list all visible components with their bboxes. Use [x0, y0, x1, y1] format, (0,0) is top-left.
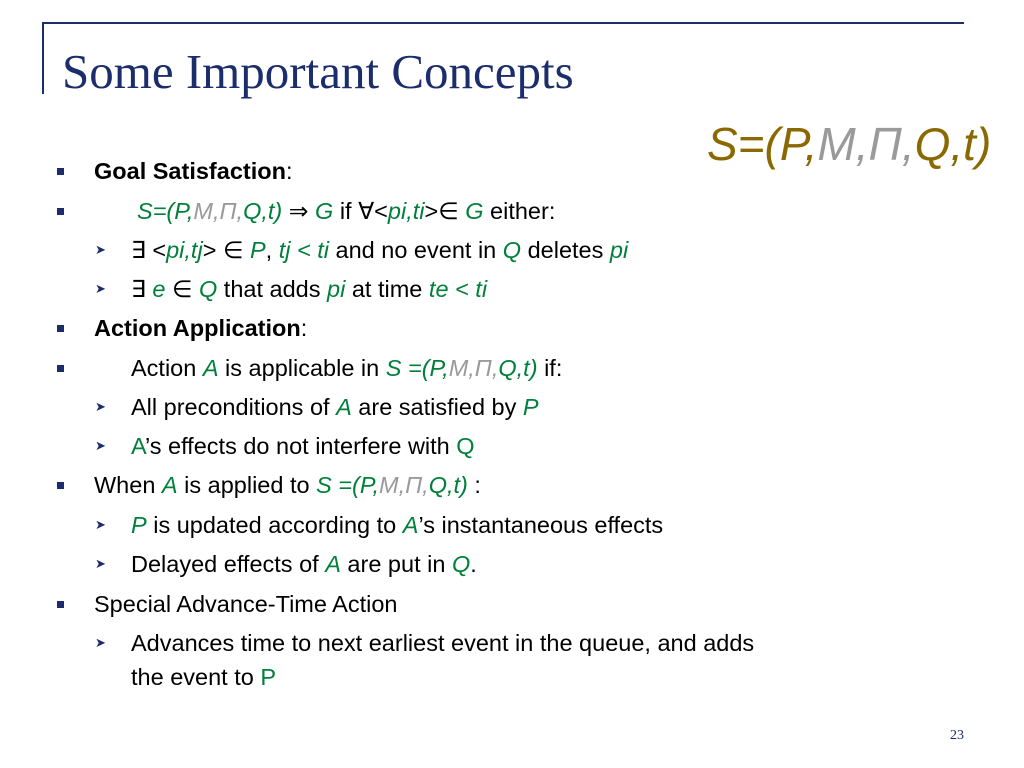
arrow-bullet-icon: ➤	[95, 635, 106, 650]
comma: ,	[265, 237, 279, 263]
math-eq: =(P,	[401, 355, 449, 381]
sub-bullet-advances-time	[0, 625, 1000, 661]
element-of-symbol: > ∈	[202, 237, 250, 263]
text-if: if	[333, 198, 359, 224]
bullet-action-application	[0, 310, 1000, 346]
math-q-t: Q,t)	[428, 472, 468, 498]
bullet-goal-satisfaction	[0, 153, 1000, 189]
math-a: A	[336, 394, 352, 420]
text-deletes: deletes	[521, 237, 610, 263]
page-number: 23	[950, 728, 964, 743]
math-q: Q	[456, 433, 475, 459]
element-of-symbol: ∈	[165, 276, 199, 302]
math-te-lt-ti: te < ti	[428, 276, 488, 302]
math-pi: pi	[609, 237, 629, 263]
sub-bullet-p-updated	[0, 507, 1000, 543]
math-eq: =(P,	[331, 472, 380, 498]
text-that-adds: that adds	[217, 276, 328, 302]
arrow-bullet-icon: ➤	[95, 399, 106, 414]
bullet-colon: :	[467, 472, 481, 498]
square-bullet-icon	[57, 482, 64, 489]
math-pi: pi	[327, 276, 346, 302]
arrow-bullet-icon: ➤	[95, 438, 106, 453]
math-e: e	[152, 276, 166, 302]
math-a: A	[131, 433, 145, 459]
bullet-advance-time	[0, 586, 1000, 622]
square-bullet-icon	[57, 365, 64, 372]
text-special-advance-time: Special Advance-Time Action	[94, 591, 398, 617]
arrow-bullet-icon: ➤	[95, 242, 106, 257]
math-p: P	[260, 664, 277, 690]
math-q: Q	[451, 551, 471, 577]
forall-symbol: ∀<	[358, 198, 388, 224]
arrow-bullet-icon: ➤	[95, 281, 106, 296]
exists-symbol: ∃	[131, 276, 153, 302]
sub-bullet-delayed-effects	[0, 546, 1000, 582]
math-m-pi: M,Π,	[379, 472, 429, 498]
title-rule-top	[42, 22, 964, 24]
period: .	[470, 551, 477, 577]
text-action: Action	[131, 355, 203, 381]
math-a: A	[402, 512, 419, 538]
state-tuple-suffix: Q,t)	[914, 118, 992, 170]
bullet-goal-condition	[0, 193, 1000, 229]
implies-symbol: ⇒	[282, 198, 316, 224]
math-pi-ti: pi,ti	[387, 198, 425, 224]
text-effects-interfere: ’s effects do not interfere with	[144, 433, 457, 459]
math-g: G	[465, 198, 484, 224]
bullet-colon: :	[300, 315, 308, 341]
text-if: if:	[537, 355, 563, 381]
text-and-no-event: and no event in	[329, 237, 503, 263]
math-q: Q	[502, 237, 522, 263]
text-advances-time-line1: Advances time to next earliest event in the queue, and adds	[131, 630, 755, 656]
math-m-pi: M,Π,	[448, 355, 499, 381]
text-is-applicable-in: is applicable in	[218, 355, 386, 381]
bullet-colon: :	[285, 158, 293, 184]
state-tuple-prefix: S=(P,	[707, 118, 818, 170]
text-all-preconditions: All preconditions of	[131, 394, 337, 420]
title-rule-left	[42, 22, 44, 94]
bullet-heading: Goal Satisfaction	[94, 158, 286, 184]
math-s: S	[385, 355, 402, 381]
math-q: Q	[199, 276, 218, 302]
math-s: S	[316, 472, 332, 498]
square-bullet-icon	[57, 168, 64, 175]
math-p: P	[249, 237, 266, 263]
text-either: either:	[483, 198, 556, 224]
math-a: A	[325, 551, 341, 577]
sub-bullet-preconditions	[0, 389, 1000, 425]
bullet-when-applied	[0, 467, 1000, 503]
math-a: A	[161, 472, 178, 498]
element-of-symbol: >∈	[424, 198, 466, 224]
text-instantaneous-effects: ’s instantaneous effects	[418, 512, 664, 538]
sub-bullet-effects	[0, 428, 1000, 464]
math-q-t: Q,t)	[243, 198, 283, 224]
exists-symbol: ∃ <	[131, 237, 167, 263]
math-eq: =(P,	[152, 198, 194, 224]
bullet-action-applicable	[0, 350, 1000, 386]
sub-bullet-exists-event	[0, 271, 1000, 307]
square-bullet-icon	[57, 601, 64, 608]
square-bullet-icon	[57, 208, 64, 215]
math-q-t: Q,t)	[498, 355, 538, 381]
math-g: G	[315, 198, 334, 224]
bullet-heading: Action Application	[94, 315, 301, 341]
text-are-put-in: are put in	[340, 551, 452, 577]
text-is-updated: is updated according to	[146, 512, 403, 538]
math-pi-tj: pi,tj	[166, 237, 203, 263]
text-is-applied-to: is applied to	[177, 472, 317, 498]
arrow-bullet-icon: ➤	[95, 517, 106, 532]
text-delayed-effects: Delayed effects of	[131, 551, 326, 577]
math-p: P	[131, 512, 147, 538]
math-tj-lt-ti: tj < ti	[278, 237, 329, 263]
sub-bullet-advances-time-cont	[0, 659, 1000, 695]
state-tuple-mid: M,Π,	[817, 118, 915, 170]
arrow-bullet-icon: ➤	[95, 556, 106, 571]
text-at-time: at time	[345, 276, 429, 302]
text-satisfied-by: are satisfied by	[351, 394, 523, 420]
text-advances-time-line2: the event to	[131, 664, 261, 690]
slide-title: Some Important Concepts	[62, 44, 574, 99]
math-m-pi: M,Π,	[193, 198, 244, 224]
math-s: S	[137, 198, 153, 224]
text-when: When	[94, 472, 162, 498]
math-a: A	[202, 355, 219, 381]
square-bullet-icon	[57, 325, 64, 332]
math-p: P	[522, 394, 539, 420]
sub-bullet-exists-pair	[0, 232, 1000, 268]
